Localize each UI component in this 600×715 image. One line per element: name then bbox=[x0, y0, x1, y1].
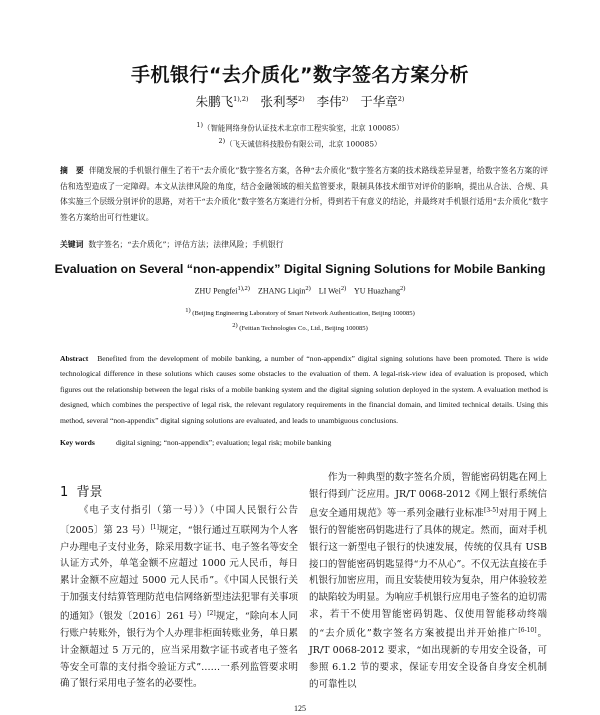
abstract-label-en: Abstract bbox=[60, 354, 89, 363]
abstract-text-en: Benefited from the development of mobile banking, a number of “non-appendix” digital signing solutions have been promoted. There is wide technological difference in these solutions which causes some obstacles to the evaluation of them. A legal-risk-view idea of evaluation is proposed, which figures out the relationship between the legal risks of a mobile banking system and the digital signing solution deployed in the system. A evaluation method is designed, which combines the perspective of legal risk, the relevant regulatory requirements in the financial domain, and limited technical details. Using this method, several “non-appendix” digital signing solutions are evaluated, and leads to unambiguous conclusions. bbox=[60, 354, 548, 425]
author-name: YU Huazhang bbox=[353, 286, 400, 296]
author-name: 张利琴 bbox=[260, 94, 298, 109]
citation: [6-10] bbox=[518, 627, 537, 635]
affil-mark: 2) bbox=[218, 137, 226, 145]
affiliation-en-1 bbox=[0, 307, 600, 317]
author-name: 于华章 bbox=[360, 94, 398, 109]
author-affil-mark: 1),2) bbox=[233, 94, 249, 103]
page-number: 125 bbox=[294, 704, 306, 713]
affil-mark: 1) bbox=[185, 307, 191, 314]
affiliation-en-2 bbox=[0, 322, 600, 332]
keywords-label-cn: 关键词 bbox=[60, 240, 84, 249]
author-affil-mark: 2) bbox=[399, 285, 406, 292]
citation: [3-5] bbox=[484, 507, 499, 515]
section-title: 背景 bbox=[76, 485, 103, 500]
body-column-left bbox=[60, 503, 298, 693]
author-affil-mark: 2) bbox=[397, 94, 405, 103]
abstract-text-cn: 伴随发展的手机银行催生了若干“去介质化”数字签名方案，各种“去介质化”数字签名方案的技术路线差异显著，给数字签名方案的评估和选型造成了一定障碍。本文从法律风险的角度，结合金融领域的相关监管要求，限制具体技术细节对评价的影响，提出从合法、合规、具体实施三个层级分别评价的思路，对若干“去介质化”数字签名方案进行分析，得到若干有意义的结论，并最终对手机银行适用“去介质化”数字签名方案给出可行性建议。 bbox=[60, 166, 548, 222]
abstract-chinese bbox=[60, 163, 548, 225]
affiliation-cn-2 bbox=[0, 137, 600, 149]
body-text: 《电子支付指引（第一号）》（中国人民银行公告〔2005〕第 23 号） bbox=[60, 505, 298, 536]
abstract-english bbox=[60, 351, 548, 428]
section-heading bbox=[60, 481, 103, 500]
keywords-text-cn: 数字签名；“去介质化”；评估方法；法律风险；手机银行 bbox=[88, 240, 284, 249]
author-name: ZHU Pengfei bbox=[194, 286, 238, 296]
keywords-label-en: Key words bbox=[60, 438, 95, 447]
body-text: 规定，“银行通过互联网为个人客户办理电子支付业务，除采用数字证书、电子签名等安全认证方式外，单笔金额不应超过 1000 元人民币，每日累计金额不应超过 5000 元人民币”。《中国人民银行关于加强支付结算管理防范电信网络新型违法犯罪有关事项的通知》（银发〔2016〕261 号） bbox=[60, 524, 299, 623]
author-name: ZHANG Liqin bbox=[257, 286, 306, 296]
body-column-right bbox=[309, 470, 547, 693]
citation: [2] bbox=[207, 610, 216, 618]
keywords-chinese bbox=[60, 239, 548, 250]
affil-mark: 2) bbox=[232, 322, 238, 329]
body-text: 。JR/T 0068-2012 要求，“如出现新的专用安全设备，可参照 6.1.2 节的要求，保证专用安全设备自身安全机制的可靠性以 bbox=[309, 628, 547, 690]
body-text: 对用于网上银行的智能密码钥匙进行了具体的规定。然而，面对手机银行这一新型电子银行的快速发展，传统的仅具有 USB 接口的智能密码钥匙显得“力不从心”。不仅无法直接在手机银行加密应用，而且安装使用较为复杂，用户体验较差的缺陷较为明显。为响应手机银行应用电子签名的迫切需求，若干不使用智能密码钥匙、仅使用智能移动终端的“去介质化”数字签名方案被提出并开始推广 bbox=[309, 508, 547, 640]
body-text: 作为一种典型的数字签名介质，智能密码钥匙在网上银行得到广泛应用。JR/T 0068-2012《网上银行系统信息安全通用规范》等一系列金融行业标准 bbox=[309, 472, 547, 520]
citation: [1] bbox=[150, 523, 159, 531]
author-affil-mark: 1),2) bbox=[237, 285, 250, 292]
author-name: 李伟 bbox=[316, 94, 342, 109]
affil-text: （智能网络身份认证技术北京市工程实验室，北京 100085） bbox=[203, 123, 404, 133]
author-name: 朱鹏飞 bbox=[195, 94, 234, 109]
authors-chinese bbox=[0, 92, 600, 110]
author-affil-mark: 2) bbox=[297, 94, 305, 103]
affil-mark: 1) bbox=[196, 121, 204, 129]
affil-text: （飞天诚信科技股份有限公司，北京 100085） bbox=[225, 139, 382, 149]
authors-english bbox=[0, 285, 600, 296]
keywords-text-en: digital signing; “non-appendix”; evaluation; legal risk; mobile banking bbox=[116, 438, 332, 447]
abstract-label-cn: 摘 要 bbox=[60, 166, 84, 175]
author-affil-mark: 2) bbox=[341, 94, 349, 103]
affiliation-cn-1 bbox=[0, 121, 600, 133]
section-number: 1 bbox=[60, 485, 69, 500]
author-affil-mark: 2) bbox=[340, 285, 347, 292]
title-chinese: 手机银行“去介质化”数字签名方案分析 bbox=[131, 64, 469, 86]
author-affil-mark: 2) bbox=[305, 285, 311, 292]
author-name: LI Wei bbox=[318, 286, 341, 296]
affil-text: (Beijing Engineering Laboratory of Smart Network Authentication, Beijing 100085) bbox=[192, 310, 415, 318]
body-text: 规定，“除向本人同行账户转账外，银行为个人办理非柜面转账业务，单日累计金额超过 5 万元的，应当采用数字证书或者电子签名等安全可靠的支付指令验证方式”……一系列监管要求明确了银行采用电子签名的必要性。 bbox=[60, 611, 298, 690]
keywords-english bbox=[60, 438, 548, 447]
affil-text: (Feitian Technologies Co., Ltd., Beijing 100085) bbox=[239, 325, 368, 333]
title-english: Evaluation on Several “non-appendix” Digital Signing Solutions for Mobile Banking bbox=[54, 262, 546, 276]
